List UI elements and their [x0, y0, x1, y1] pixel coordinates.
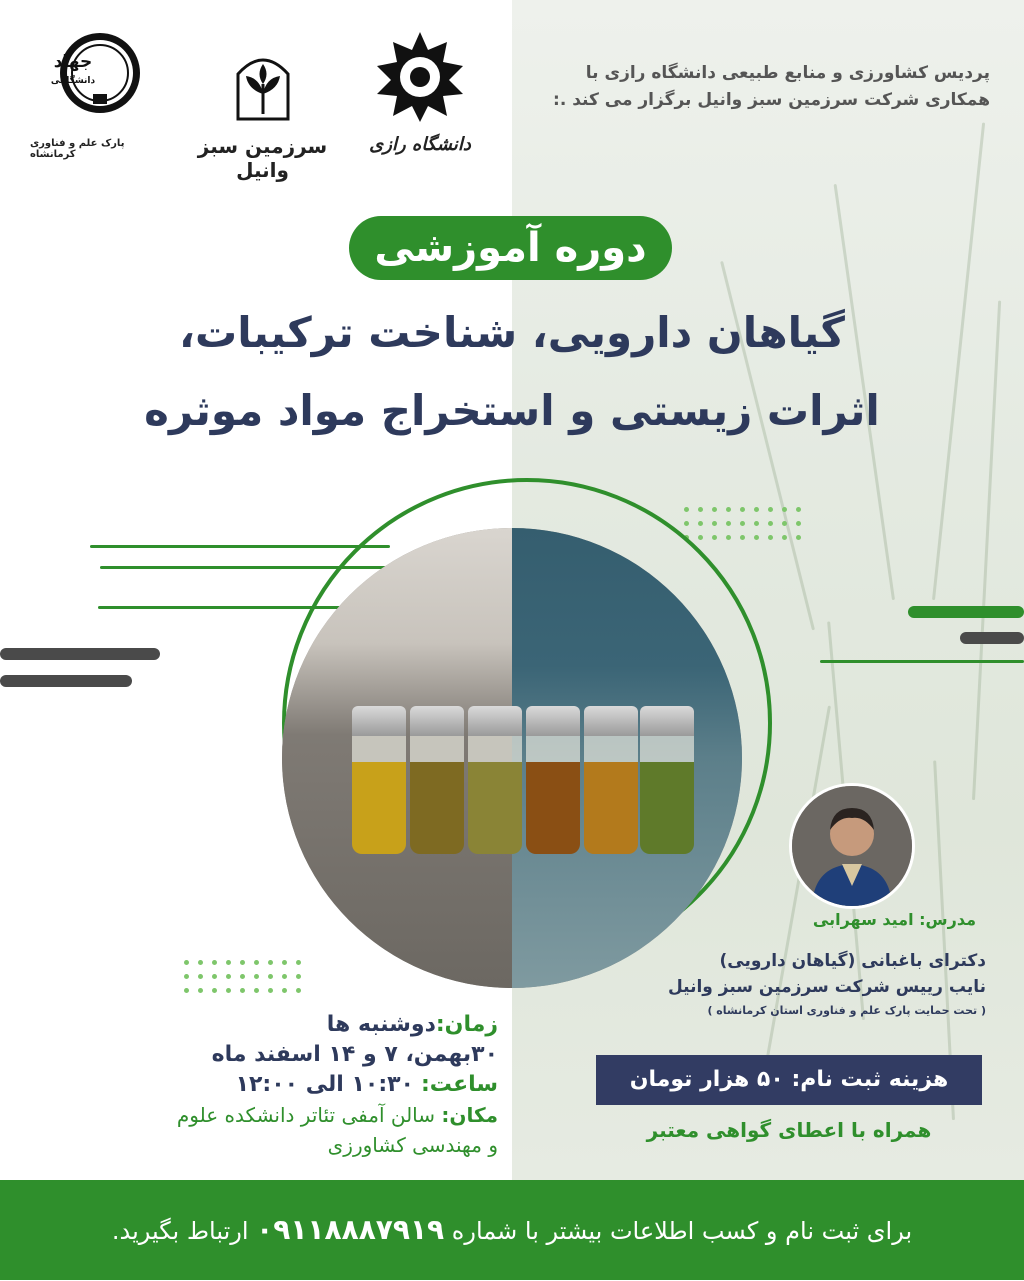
- time-label: زمان:: [435, 1012, 498, 1037]
- decor-bar-dark: [0, 675, 132, 687]
- schedule-block: [98, 1010, 498, 1160]
- place-value: سالن آمفی تئاتر دانشکده علوم: [176, 1103, 436, 1127]
- sarzamin-logo: [180, 44, 345, 182]
- place-value-line-2: و مهندسی کشاورزی: [327, 1133, 498, 1157]
- lecturer-name-row: [813, 910, 976, 929]
- jahad-emblem-icon: [57, 30, 143, 116]
- lecturer-degree: دکترای باغبانی (گیاهان دارویی): [719, 951, 986, 971]
- certificate-note: همراه با اعطای گواهی معتبر: [646, 1118, 932, 1142]
- hour-label: ساعت:: [420, 1072, 498, 1097]
- jahad-logo-caption: پارک علم و فناوری کرمانشاه: [30, 138, 125, 160]
- lecturer-info: [646, 948, 986, 1022]
- razi-logo-caption: دانشگاه رازی: [369, 134, 471, 155]
- course-title-line-2: اثرات زیستی و استخراج مواد موثره: [144, 386, 880, 435]
- lecturer-role-label: مدرس:: [919, 910, 976, 929]
- decor-bar-green: [908, 606, 1024, 618]
- organizer-text: [510, 60, 990, 114]
- lecturer-name: امید سهرابی: [812, 910, 914, 929]
- footer-text-after: ارتباط بگیرید.: [111, 1217, 249, 1245]
- organizer-line-2: همکاری شرکت سرزمین سبز وانیل برگزار می کند .:: [553, 90, 990, 110]
- jahad-logo-title: جهاد: [53, 52, 93, 72]
- extract-vials-photo: [282, 528, 742, 988]
- lecturer-support: ( تحت حمایت پارک علم و فناوری استان کرمانشاه ): [707, 1004, 986, 1017]
- registration-fee: هزینه ثبت نام: ۵۰ هزار تومان: [596, 1055, 982, 1105]
- jahad-logo: [30, 30, 170, 160]
- course-badge: دوره آموزشی: [349, 216, 672, 280]
- razi-logo: [360, 30, 480, 155]
- jahad-logo-subtitle: دانشگاهی: [50, 76, 96, 86]
- decor-line: [820, 660, 1024, 663]
- hour-value: ۱۰:۳۰ الی ۱۲:۰۰: [235, 1072, 414, 1097]
- course-dates: ۳۰بهمن، ۷ و ۱۴ اسفند ماه: [211, 1042, 498, 1067]
- lecturer-position: نایب رییس شرکت سرزمین سبز وانیل: [667, 977, 986, 997]
- contact-phone[interactable]: ۰۹۱۱۸۸۸۷۹۱۹: [256, 1213, 445, 1246]
- decor-bar-dark: [0, 648, 160, 660]
- footer-text-before: برای ثبت نام و کسب اطلاعات بیشتر با شماره: [451, 1217, 913, 1245]
- lecturer-avatar: [789, 783, 915, 909]
- decor-bar-dark: [960, 632, 1024, 644]
- leaf-house-icon: [228, 44, 298, 124]
- organizer-line-1: پردیس کشاورزی و منابع طبیعی دانشگاه رازی با: [585, 63, 990, 83]
- sarzamin-logo-caption: سرزمین سبز وانیل: [197, 134, 328, 182]
- razi-star-icon: [373, 30, 467, 124]
- course-title-line-1: گیاهان دارویی، شناخت ترکیبات،: [179, 308, 845, 357]
- logos-row: [30, 30, 480, 182]
- footer-contact: [0, 1180, 1024, 1280]
- time-value: دوشنبه ها: [326, 1012, 436, 1037]
- place-label: مکان:: [441, 1103, 498, 1127]
